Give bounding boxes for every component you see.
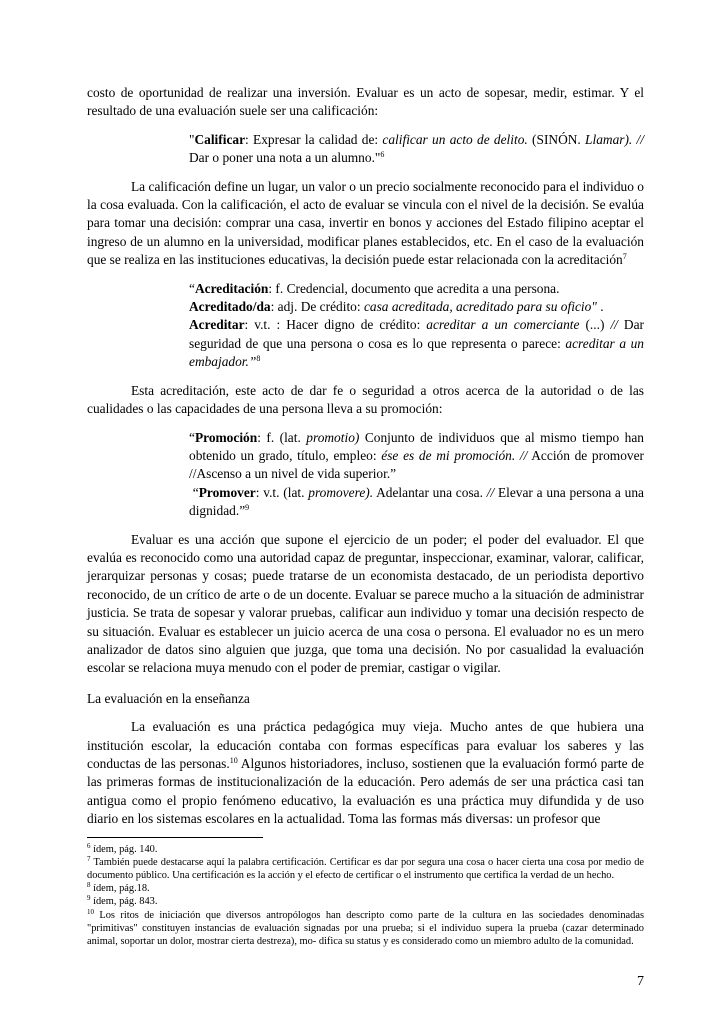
footnote-ref-9: 9 bbox=[245, 503, 250, 513]
term-acreditado: Acreditado/da bbox=[189, 299, 271, 315]
page-number: 7 bbox=[637, 974, 644, 989]
footnote-separator bbox=[87, 837, 263, 838]
footnote-8: $^8$ ídem, pág.18. bbox=[87, 881, 150, 895]
paragraph-intro: costo de oportunidad de realizar una inversión. Evaluar es un acto de sopesar, medir, estimar. Y el resultado de una evaluación suele ser una calificación: bbox=[87, 85, 644, 119]
footnote-ref-7: 7 bbox=[622, 252, 627, 262]
quote-promocion: “Promoción: f. (lat. promotio) Conjunto de individuos que al mismo tiempo han obtenido un grado, título, empleo: ése es de mi promoción. // Acción de promover //Ascenso a un nivel de vida superior.” “Promover: v.t. (lat. promovere). Adelantar una cosa. // Elevar a una persona a una dignidad.”$^9$ bbox=[189, 429, 645, 519]
paragraph-ensenanza: La evaluación es una práctica pedagógica muy vieja. Mucho antes de que hubiera una institución escolar, la educación contaba con formas específicas para evaluar los saberes y las conductas de las personas.$^{10}$ Algunos historiadores, incluso, sostienen que la evaluación formó parte de las primeras formas de institucionalización de la educación. Pero además de ser una práctica casi tan antigua como el propio fenómeno educativo, la evaluación es una práctica muy difundida y de uso diario en los sistemas escolares en la actualidad. Toma las formas más diversas: un profesor que bbox=[87, 719, 644, 827]
quote-acreditacion: “Acreditación: f. Credencial, documento que acredita a una persona. Acreditado/da: adj. De crédito: casa acreditada, acreditado para su oficio" . Acreditar: v.t. : Hacer digno de crédito: acreditar a un comerciante (...) // Dar seguridad de que una persona o cosa es lo que representa o parece: acreditar a un embajador.”$^8$ bbox=[189, 280, 645, 370]
section-heading: La evaluación en la enseñanza bbox=[87, 690, 250, 706]
term-acreditacion: Acreditación bbox=[194, 280, 269, 296]
footnote-6: $^6$ ídem, pág. 140. bbox=[87, 841, 158, 855]
footnote-ref-8: 8 bbox=[256, 354, 261, 364]
term-promocion: Promoción bbox=[194, 429, 258, 445]
paragraph-poder: Evaluar es una acción que supone el ejercicio de un poder; el poder del evaluador. El que evalúa es reconocido como una autoridad capaz de preguntar, inspeccionar, examinar, valorar, calificar, jerarquizar personas y cosas; puede tratarse de un economista destacado, de un periodista deportivo reconocido, de un crítico de arte o de un docente. Evaluar se parece mucho a la situación de administrar justicia. Se trata de sopesar y valorar pruebas, calificar aun individuo y tomar una decisión respecto de su situación. Evaluar es establecer un juicio acerca de una cosa o persona. El evaluador no es un mero analizador de datos sino alguien que juzga, que toma una decisión. No por casualidad la evaluación escolar se relaciona muya menudo con el poder de premiar, castigar o vigilar. bbox=[87, 531, 644, 676]
page-content bbox=[87, 84, 644, 948]
footnote-9: $^9$ ídem, pág. 843. bbox=[87, 894, 158, 908]
footnotes bbox=[87, 843, 644, 949]
term-acreditar: Acreditar bbox=[189, 317, 245, 333]
footnote-ref-10: 10 bbox=[229, 756, 238, 765]
term-calificar: Calificar bbox=[194, 131, 246, 147]
quote-calificar: "Calificar: Expresar la calidad de: calificar un acto de delito. (SINÓN. Llamar). // Dar o poner una nota a un alumno."$^6$ bbox=[189, 131, 644, 166]
paragraph-calificacion: La calificación define un lugar, un valor o un precio socialmente reconocido para el individuo o la cosa evaluada. Con la calificación, el acto de evaluar se vincula con el nivel de la decisión. Se evalúa para tomar una decisión: comprar una casa, invertir en bonos y acciones del Estado filipino aceptar el ingreso de un alumno en la universidad, modificar planes establecidos, etc. En el caso de la evaluación que se realiza en las instituciones educativas, la decisión puede estar relacionada con la acreditación$^7$ bbox=[87, 178, 644, 268]
footnote-7: $^7$ También puede destacarse aquí la palabra certificación. Certificar es dar por segura una cosa o hacer cierta una cosa por medio de documento público. Una certificación es la acción y el efecto de certificar o el instrumento que certifica la verdad de un hecho. bbox=[87, 854, 644, 882]
term-promover: Promover bbox=[198, 484, 256, 500]
footnote-ref-6: 6 bbox=[380, 150, 385, 160]
paragraph-acreditacion: Esta acreditación, este acto de dar fe o seguridad a otros acerca de la autoridad o de las cualidades o las capacidades de una persona lleva a su promoción: bbox=[87, 382, 644, 417]
footnote-10: $^{10}$ Los ritos de iniciación que diversos antropólogos han descripto como parte de la cultura en las sociedades denominadas "primitivas" constituyen instancias de evaluación signadas por una prueba; si el individuo supera la prueba (cazar determinado animal, soportar un dolor, mostrar cierta destreza), mo- difica su status y es considerado como un miembro adulto de la comunidad. bbox=[87, 907, 644, 948]
